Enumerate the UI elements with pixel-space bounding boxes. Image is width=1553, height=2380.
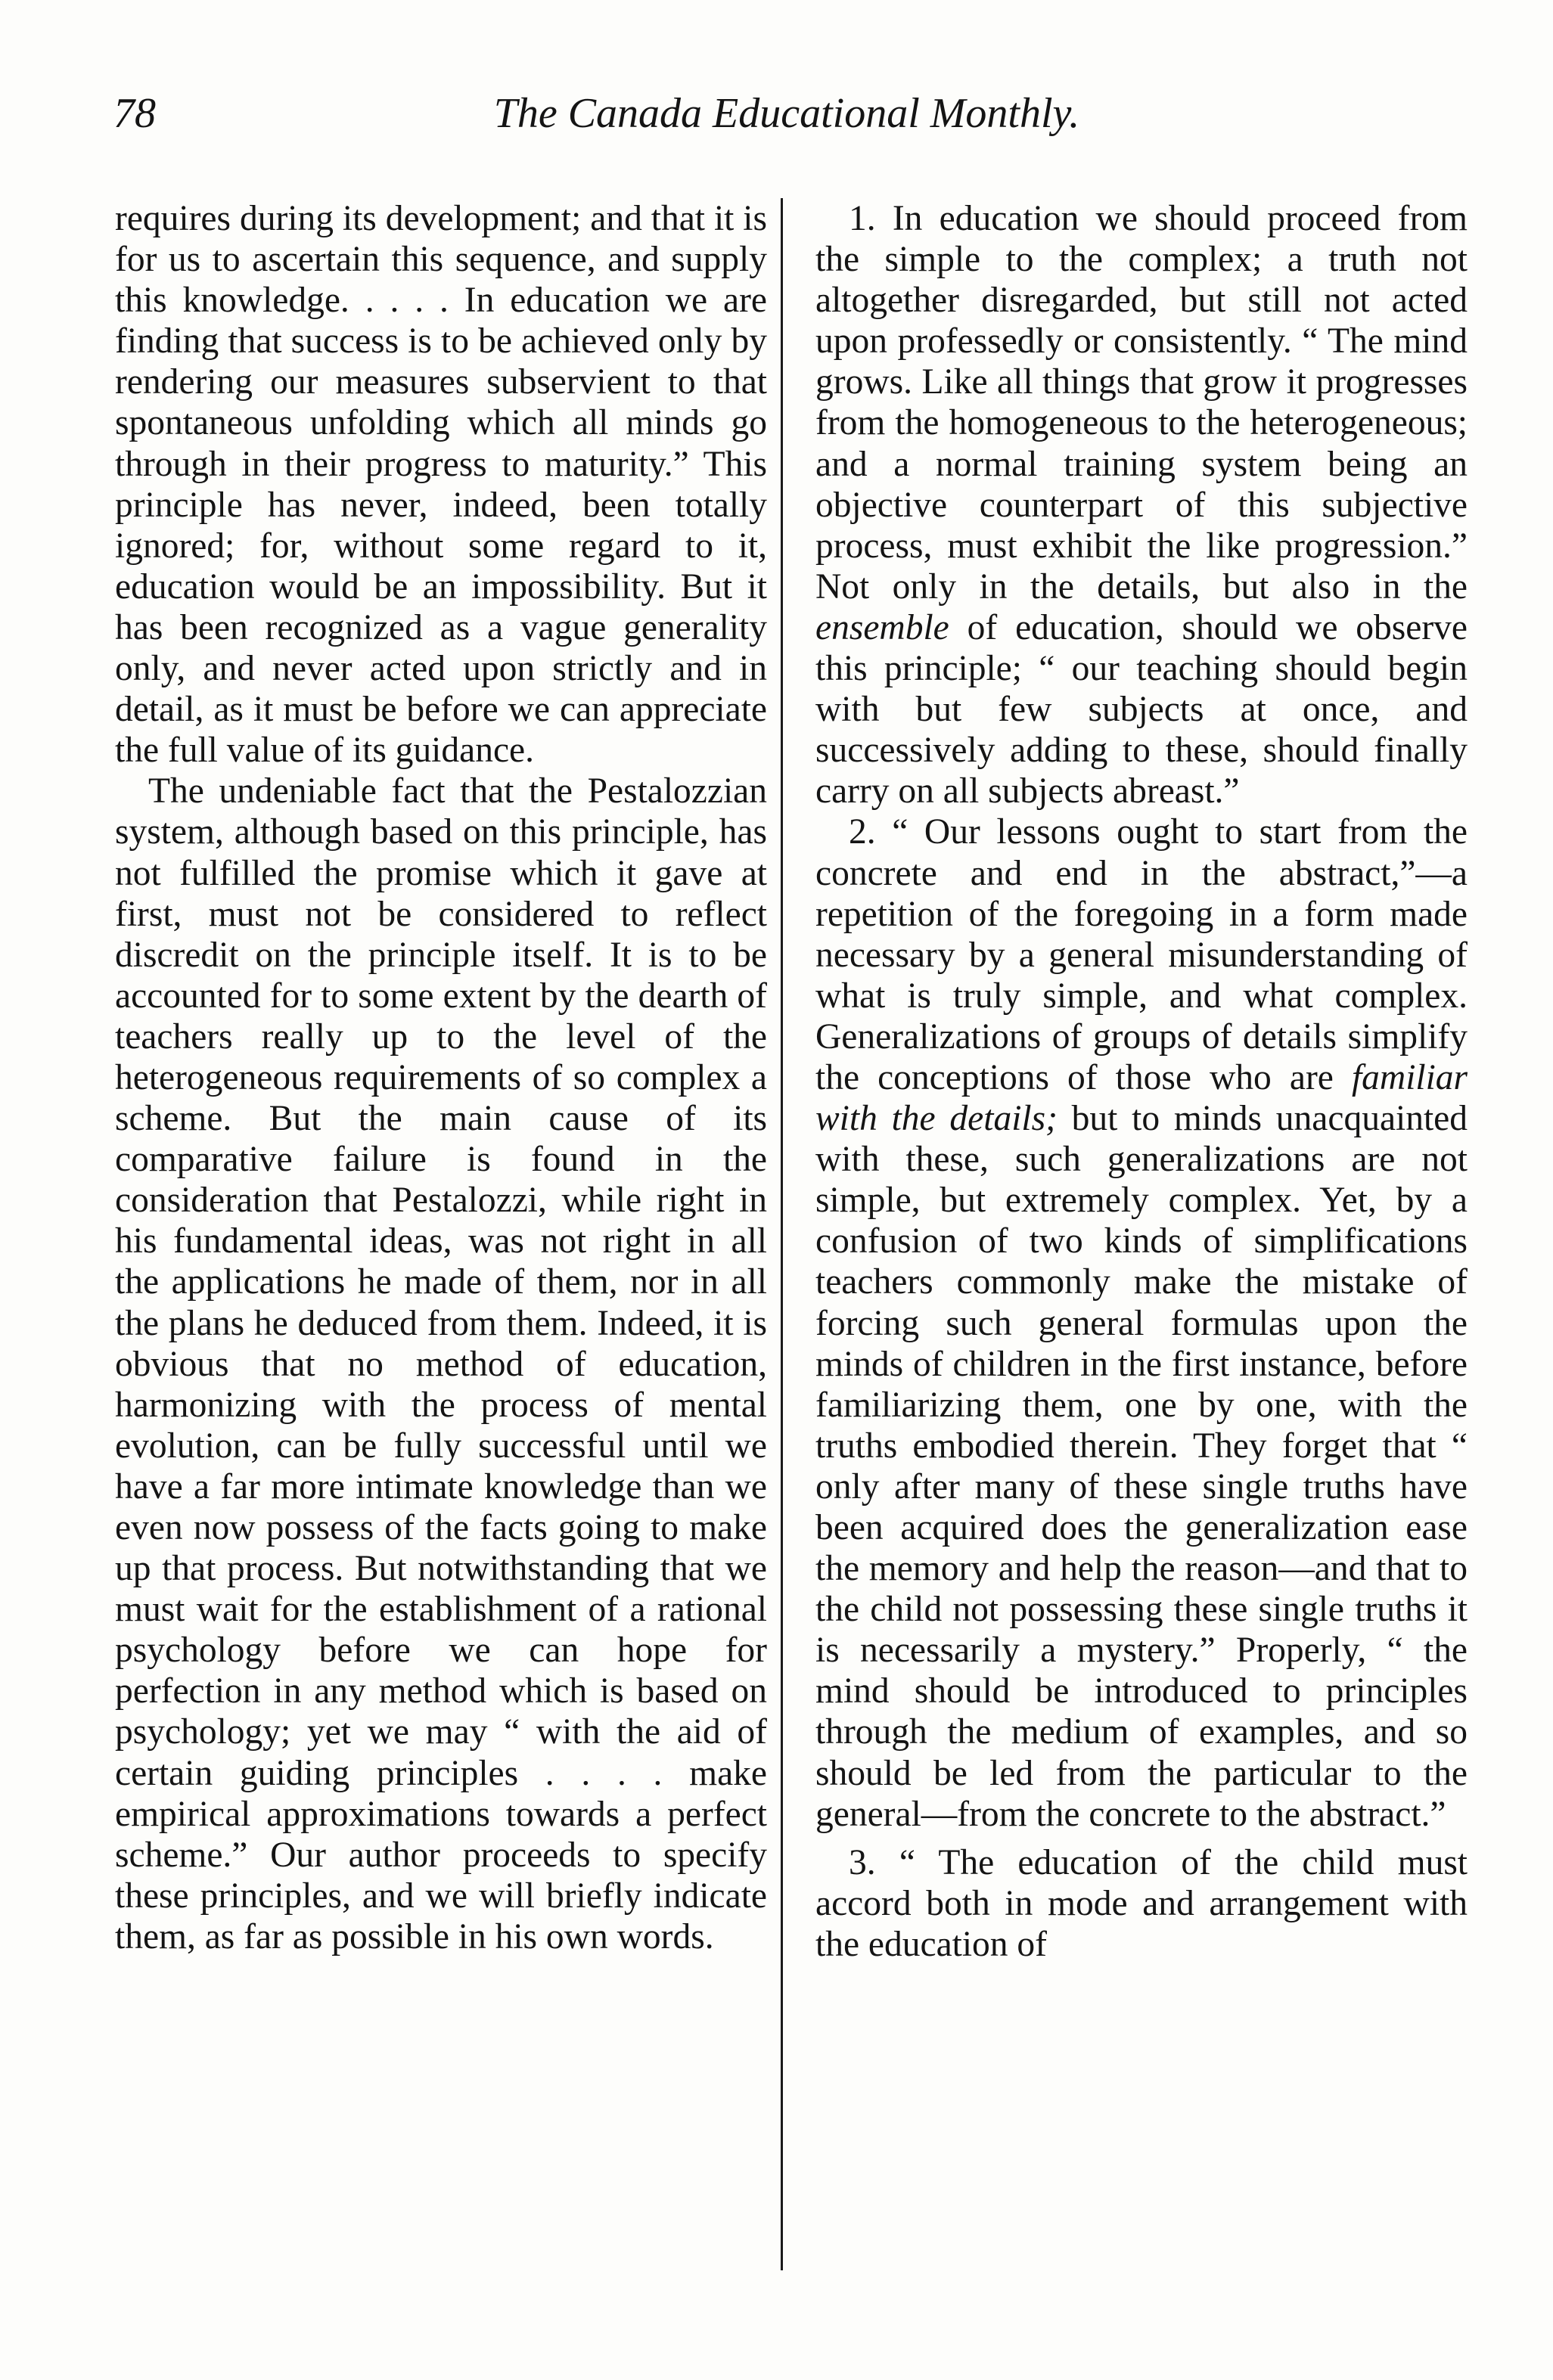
left-paragraph-1: requires during its development; and that it is for us to ascertain this sequence, and supply this knowledge. . . . . In education we are finding that success is to be achieved only by rendering our measures subservient to that spontaneous unfolding which all minds go through in their progress to maturity.” This principle has never, indeed, been totally ignored; for, without some regard to it, education would be an impossibility. But it has been recognized as a vague generality only, and never acted upon strictly and in detail, as it must be before we can appreciate the full value of its guidance. — [115, 199, 767, 771]
left-paragraph-2: The undeniable fact that the Pestalozzian system, although based on this principle, has not fulfilled the promise which it gave at first, must not be considered to reflect discredit on the principle itself. It is to be accounted for to some extent by the dearth of teachers really up to the level of the heterogeneous requirements of so complex a scheme. But the main cause of its comparative failure is found in the consideration that Pestalozzi, while right in his fundamental ideas, was not right in all the applications he made of them, nor in all the plans he deduced from them. Indeed, it is obvious that no method of education, harmonizing with the process of mental evolution, can be fully successful until we have a far more intimate knowledge than we even now possess of the facts going to make up that process. But notwithstanding that we must wait for the establishment of a rational psychology before we can hope for perfection in any method which is based on psychology; yet we may “ with the aid of certain guiding principles . . . . make empirical approximations towards a perfect scheme.” Our author proceeds to specify these principles, and we will briefly indicate them, as far as possible in his own words. — [115, 771, 767, 1956]
right-paragraph-1-rest: of education, should we observe this principle; “ our teaching should begin with but few subjects at once, and successively adding to these, should finally carry on all subjects abreast.” — [815, 607, 1468, 811]
right-paragraph-2-text: 2. “ Our lessons ought to start from the concrete and end in the abstract,”—a repetition of the foregoing in a form made necessary by a general misunderstanding of what is truly simple, and what complex. Generalizations of groups of details simplify the conceptions of those who are — [815, 812, 1468, 1097]
right-paragraph-2-rest: but to minds unacquainted with these, such generalizations are not simple, but extremely complex. Yet, by a confusion of two kinds of simplifications teachers commonly make the mistake of forcing such general formulas upon the minds of children in the first instance, before familiarizing them, one by one, with the truths embodied therein. They forget that “ only after many of these single truths have been acquired does the generalization ease the memory and help the reason—and that to the child not possessing these single truths it is necessarily a mystery.” Properly, “ the mind should be introduced to principles through the medium of examples, and so should be led from the particular to the general—from the concrete to the abstract.” — [815, 1099, 1468, 1834]
right-paragraph-3: 3. “ The education of the child must accord both in mode and arrangement with the education of — [815, 1842, 1468, 1964]
column-divider — [781, 198, 783, 2270]
page-number: 78 — [113, 90, 156, 137]
left-column — [115, 198, 767, 1957]
right-paragraph-1 — [815, 198, 1468, 811]
running-title: The Canada Educational Monthly. — [493, 90, 1080, 137]
right-column — [815, 198, 1468, 1965]
right-paragraph-2-italic: familiar with the details; — [815, 1057, 1468, 1139]
right-paragraph-1-italic: ensemble — [815, 607, 949, 647]
page-header — [113, 89, 1460, 150]
right-paragraph-1-text: 1. In education we should proceed from the simple to the complex; a truth not altogether disregarded, but still not acted upon professedly or consistently. “ The mind grows. Like all things that grow it progresses from the homogeneous to the heterogeneous; and a normal training system being an objective counterpart of this subjective process, must exhibit the like progression.” Not only in the details, but also in the — [815, 199, 1468, 607]
right-paragraph-2 — [815, 811, 1468, 1834]
